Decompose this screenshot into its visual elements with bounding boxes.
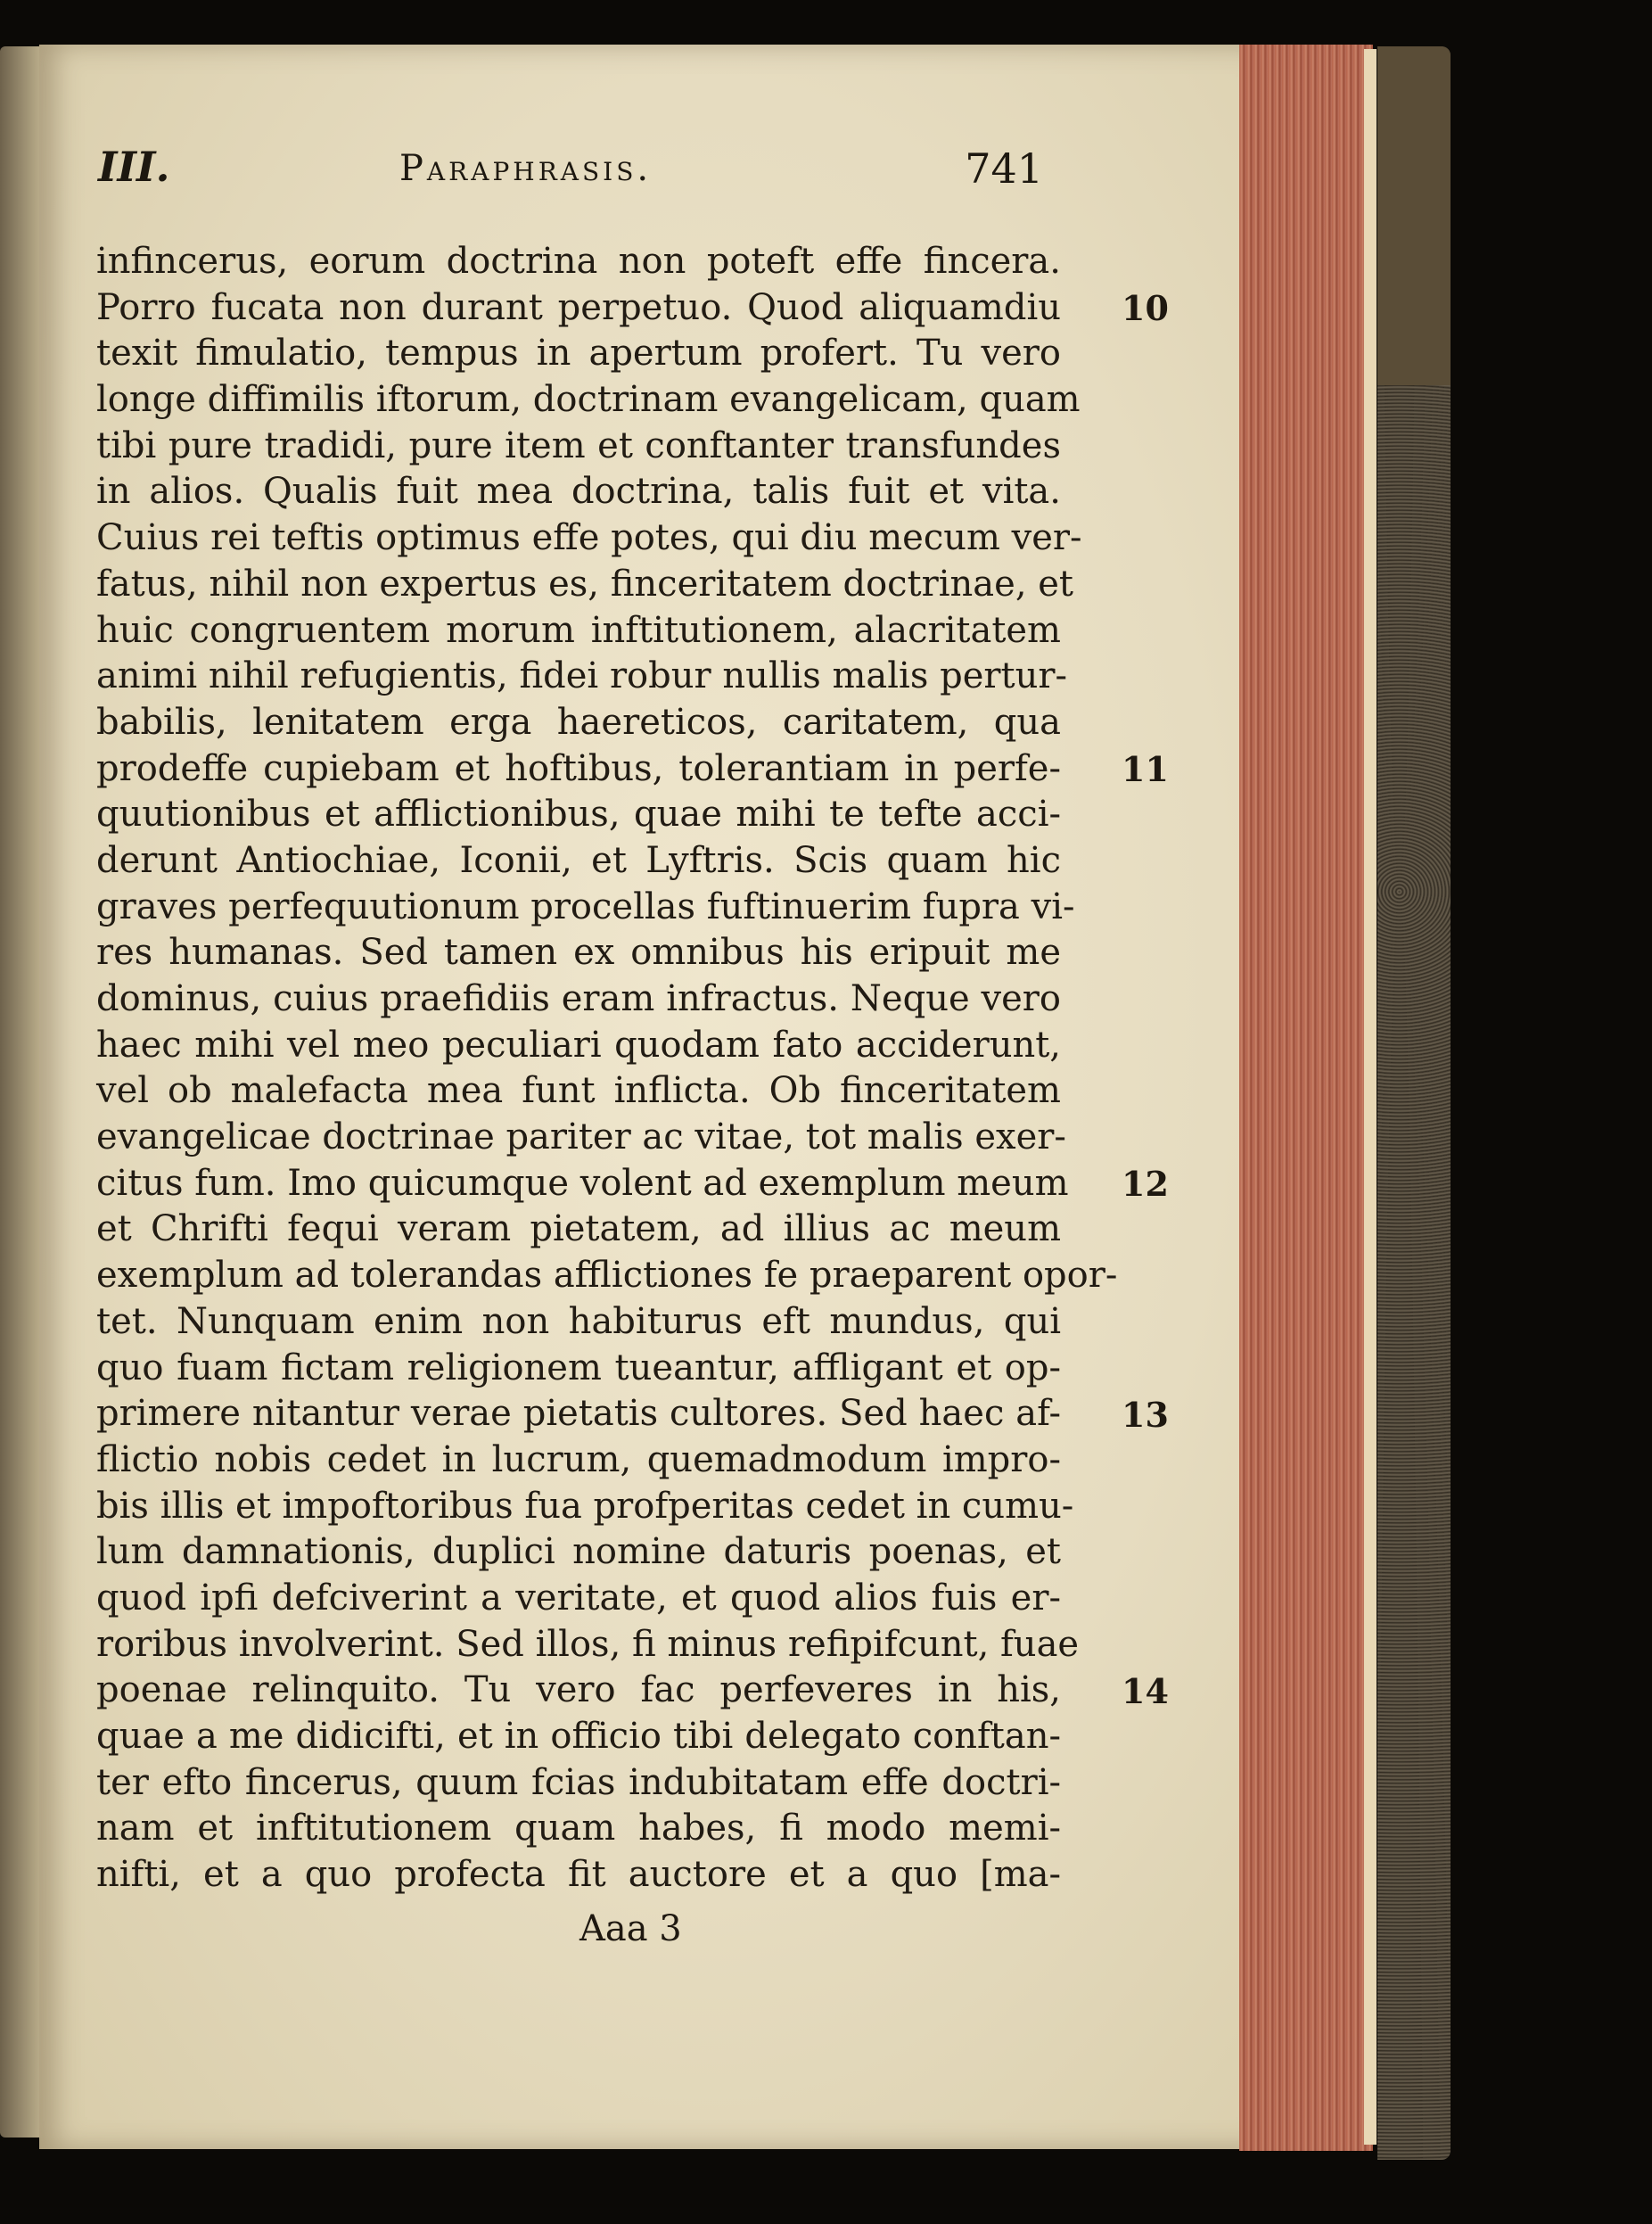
text-line: texit fimulatio, tempus in apertum profert. Tu vero <box>96 333 1061 375</box>
text-line: citus fum. Imo quicumque volent ad exemplum meum <box>96 1162 1069 1204</box>
verse-number: 14 <box>1122 1670 1169 1711</box>
text-line: in alios. Qualis fuit mea doctrina, talis fuit et vita. <box>96 471 1061 513</box>
text-line: tet. Nunquam enim non habiturus eft mundus, qui <box>96 1300 1061 1342</box>
chapter-number: III. <box>98 143 170 191</box>
text-line: quae a me didicifti, et in officio tibi delegato conftan- <box>96 1716 1061 1757</box>
body-text <box>96 239 1169 1899</box>
text-line: nam et inftitutionem quam habes, fi modo memi- <box>96 1808 1061 1849</box>
text-line: prodeffe cupiebam et hoftibus, tolerantiam in perfe- <box>96 747 1061 789</box>
text-line: haec mihi vel meo peculiari quodam fato acciderunt, <box>96 1024 1061 1066</box>
verse-number: 13 <box>1122 1394 1169 1435</box>
text-line: et Chrifti fequi veram pietatem, ad illius ac meum <box>96 1208 1061 1250</box>
text-line: vel ob malefacta mea funt inflicta. Ob finceritatem <box>96 1070 1061 1112</box>
text-line: bis illis et impoftoribus fua profperitas cedet in cumu- <box>96 1485 1074 1527</box>
text-line: fatus, nihil non expertus es, finceritatem doctrinae, et <box>96 563 1073 605</box>
verse-number: 10 <box>1122 287 1169 328</box>
text-line: lum damnationis, duplici nomine daturis poenas, et <box>96 1531 1061 1573</box>
running-header <box>98 143 1043 214</box>
text-line: flictio nobis cedet in lucrum, quemadmodum impro- <box>96 1438 1061 1480</box>
verse-number: 12 <box>1122 1164 1169 1204</box>
page-edges <box>1239 45 1373 2151</box>
text-line: huic congruentem morum inftitutionem, alacritatem <box>96 609 1061 651</box>
text-line: longe diffimilis iftorum, doctrinam evangelicam, quam <box>96 379 1081 421</box>
text-line: nifti, et a quo profecta fit auctore et a quo [ma- <box>96 1854 1061 1896</box>
text-line: Cuius rei teftis optimus effe potes, qui diu mecum ver- <box>96 517 1082 559</box>
text-line: graves perfequutionum procellas fuftinuerim fupra vi- <box>96 885 1075 927</box>
text-line: roribus involverint. Sed illos, fi minus refipifcunt, fuae <box>96 1623 1080 1665</box>
text-line: res humanas. Sed tamen ex omnibus his eripuit me <box>96 932 1061 974</box>
text-line: derunt Antiochiae, Iconii, et Lyftris. Scis quam hic <box>96 839 1061 881</box>
text-line: primere nitantur verae pietatis cultores. Sed haec af- <box>96 1393 1061 1435</box>
text-line: tibi pure tradidi, pure item et conftanter transfundes <box>96 424 1061 466</box>
text-line: quod ipfi defciverint a veritate, et quod alios fuis er- <box>96 1577 1061 1619</box>
text-line: ter efto fincerus, quum fcias indubitatam effe doctri- <box>96 1761 1061 1803</box>
verse-number: 11 <box>1122 748 1169 789</box>
text-line: evangelicae doctrinae pariter ac vitae, tot malis exer- <box>96 1116 1066 1158</box>
text-line: animi nihil refugientis, fidei robur nullis malis pertur- <box>96 655 1067 697</box>
running-title: Paraphrasis. <box>399 148 653 189</box>
text-line: babilis, lenitatem erga haereticos, caritatem, qua <box>96 701 1061 743</box>
text-line: quo fuam fictam religionem tueantur, affligant et op- <box>96 1347 1061 1388</box>
book-cover-band <box>1377 46 1451 385</box>
text-line: infincerus, eorum doctrina non poteft effe fincera. <box>96 241 1061 282</box>
text-line: quutionibus et afflictionibus, quae mihi te tefte acci- <box>96 794 1061 836</box>
page-number: 741 <box>965 144 1043 193</box>
text-line: poenae relinquito. Tu vero fac perfeveres in his, <box>96 1669 1061 1711</box>
signature-mark: Aaa 3 <box>579 1908 682 1949</box>
text-line: dominus, cuius praefidiis eram infractus. Neque vero <box>96 978 1061 1019</box>
text-line: exemplum ad tolerandas afflictiones fe praeparent opor- <box>96 1255 1118 1297</box>
text-line: Porro fucata non durant perpetuo. Quod aliquamdiu <box>96 286 1061 328</box>
page-edge-highlight <box>1364 49 1377 2145</box>
